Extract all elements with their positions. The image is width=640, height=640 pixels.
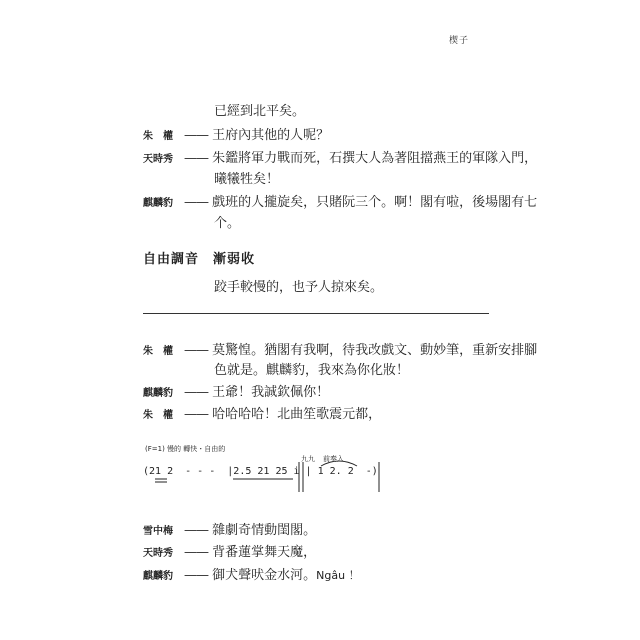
music-score	[143, 444, 383, 494]
dialogue-line: —— 雜劇奇情動閨閣。	[184, 523, 317, 538]
dialogue-line: —— 王府內其他的人呢？	[184, 128, 330, 143]
speaker-name: 天時秀	[143, 154, 173, 165]
score-annotation: 前奏入	[323, 455, 344, 463]
romanized-word: Ngâu ！	[316, 569, 360, 582]
speaker-name: 朱 權	[143, 410, 173, 421]
stage-direction: 跤手較慢的，也予人掠來矣。	[214, 280, 384, 295]
dialogue-line: —— 朱鑑將軍力戰而死，石撰大人為著阻擋燕王的軍隊入門，	[184, 151, 538, 166]
score-notation: (21 2 - - - |2.5 21 25 i | 1 2. 2 -)	[143, 466, 378, 477]
speaker-name: 麒麟豹	[143, 571, 173, 582]
dialogue-continuation: 色就是。麒麟豹，我來為你化妝！	[214, 363, 410, 378]
score-markings	[143, 444, 383, 494]
dialogue-continuation: 已經到北平矣。	[214, 104, 306, 119]
running-head: 楔子	[449, 36, 470, 46]
dialogue-continuation: 个。	[214, 216, 241, 231]
section-heading	[143, 248, 255, 267]
score-key-label: (F=1) 慢的 轉快・自由的	[145, 445, 226, 453]
speaker-name: 麒麟豹	[143, 198, 173, 209]
speaker-name: 麒麟豹	[143, 388, 173, 399]
dialogue-line: —— 莫驚惶。猶閣有我啊，待我改戲文、動妙筆，重新安排腳	[184, 343, 538, 358]
speaker-name: 天時秀	[143, 548, 173, 559]
section-divider	[143, 313, 489, 314]
section-heading-right: 漸弱收	[213, 252, 256, 267]
section-heading-left: 自由調音	[143, 252, 200, 267]
dialogue-line: —— 王爺！我誠欽佩你！	[184, 385, 330, 400]
speaker-name: 雪中梅	[143, 526, 173, 537]
dialogue-line: —— 哈哈哈哈！北曲笙歌震元都，	[184, 407, 382, 422]
dialogue-line: —— 御犬聲吠金水河。Ngâu ！	[184, 568, 360, 583]
dialogue-continuation: 曦犧牲矣！	[214, 172, 280, 187]
speaker-name: 朱 權	[143, 131, 173, 142]
speaker-name: 朱 權	[143, 346, 173, 357]
dialogue-line: —— 戲班的人攏旋矣，只賭阮三个。啊！閣有啦，後場閣有七	[184, 195, 538, 210]
score-annotation: 九九	[301, 455, 315, 463]
dialogue-line: —— 背番蓮掌舞天魔，	[184, 545, 317, 560]
